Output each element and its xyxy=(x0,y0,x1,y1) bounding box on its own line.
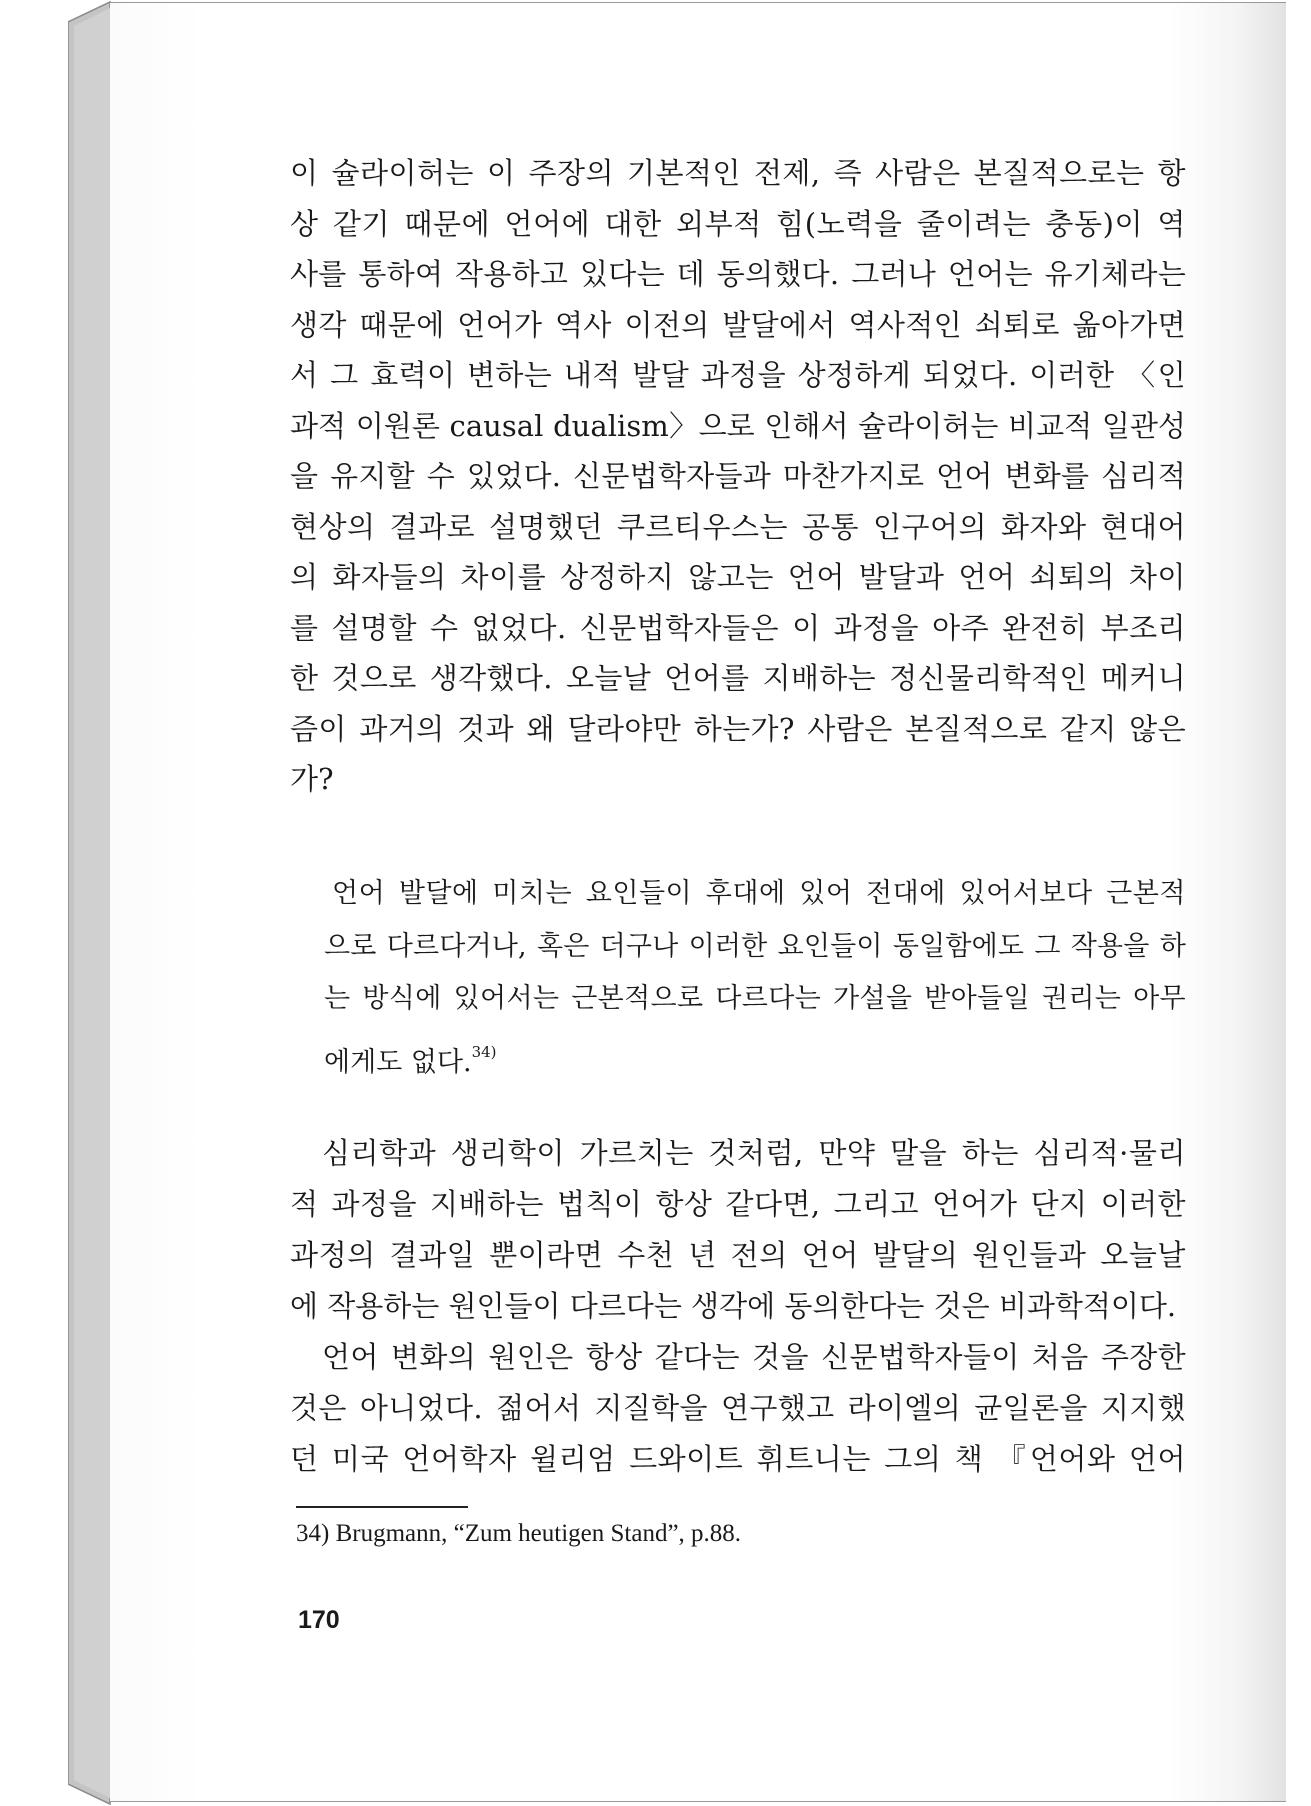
quote-text: 에게도 없다. xyxy=(324,1046,472,1078)
quote-line: 는 방식에 있어서는 근본적으로 다르다는 가설을 받아들일 권리는 아무 xyxy=(324,983,1186,1014)
quote-line: 언어 발달에 미치는 요인들이 후대에 있어 전대에 있어서보다 근본적 xyxy=(332,878,1186,909)
quote-line-last xyxy=(324,1026,1186,1079)
quote-line: 으로 다르다거나, 혹은 더구나 이러한 요인들이 동일함에도 그 작용을 하 xyxy=(324,930,1186,962)
block-quote xyxy=(324,868,1186,1078)
text-line: 언어 변화의 원인은 항상 같다는 것을 신문법학자들이 처음 주장한 xyxy=(322,1340,1186,1374)
text-line: 의 화자들의 차이를 상정하지 않고는 언어 발달과 언어 쇠퇴의 차이 xyxy=(290,560,1186,594)
paragraph-2 xyxy=(290,1128,1186,1485)
text-line: 것은 아니었다. 젊어서 지질학을 연구했고 라이엘의 균일론을 지지했 xyxy=(290,1391,1186,1425)
text-line: 적 과정을 지배하는 법칙이 항상 같다면, 그리고 언어가 단지 이러한 xyxy=(290,1187,1186,1221)
footnote-reference[interactable]: 34) xyxy=(471,1042,497,1061)
page-number: 170 xyxy=(298,1606,340,1634)
footnote-divider xyxy=(296,1506,468,1508)
text-line: 즘이 과거의 것과 왜 달라야만 하는가? 사람은 본질적으로 같지 않은 xyxy=(290,711,1186,746)
paragraph-1 xyxy=(290,148,1186,805)
text-line: 생각 때문에 언어가 역사 이전의 발달에서 역사적인 쇠퇴로 옮아가면 xyxy=(290,307,1186,342)
text-line: 를 설명할 수 없었다. 신문법학자들은 이 과정을 아주 완전히 부조리 xyxy=(290,610,1186,645)
text-line: 을 유지할 수 있었다. 신문법학자들과 마찬가지로 언어 변화를 심리적 xyxy=(290,459,1186,493)
text-line: 심리학과 생리학이 가르치는 것처럼, 만약 말을 하는 심리적·물리 xyxy=(322,1136,1186,1170)
footnote: 34) Brugmann, “Zum heutigen Stand”, p.88. xyxy=(296,1520,742,1547)
text-line: 서 그 효력이 변하는 내적 발달 과정을 상정하게 되었다. 이러한 〈인 xyxy=(290,358,1186,392)
text-line: 에 작용하는 원인들이 다르다는 생각에 동의한다는 것은 비과학적이다. xyxy=(290,1289,1177,1323)
text-line: 현상의 결과로 설명했던 쿠르티우스는 공통 인구어의 화자와 현대어 xyxy=(290,509,1186,544)
text-line: 과적 이원론 causal dualism〉으로 인해서 슐라이허는 비교적 일관성 xyxy=(290,408,1186,443)
book-spine xyxy=(68,0,112,1806)
text-line: 던 미국 언어학자 윌리엄 드와이트 휘트니는 그의 책 『언어와 언어 xyxy=(290,1442,1186,1476)
text-line: 과정의 결과일 뿐이라면 수천 년 전의 언어 발달의 원인들과 오늘날 xyxy=(290,1238,1186,1272)
text-line: 상 같기 때문에 언어에 대한 외부적 힘(노력을 줄이려는 충동)이 역 xyxy=(290,206,1186,241)
text-line: 가? xyxy=(290,762,334,796)
text-line: 사를 통하여 작용하고 있다는 데 동의했다. 그러나 언어는 유기체라는 xyxy=(290,257,1186,291)
text-line: 이 슐라이허는 이 주장의 기본적인 전제, 즉 사람은 본질적으로는 항 xyxy=(290,156,1186,190)
text-line: 한 것으로 생각했다. 오늘날 언어를 지배하는 정신물리학적인 메커니 xyxy=(290,661,1186,695)
